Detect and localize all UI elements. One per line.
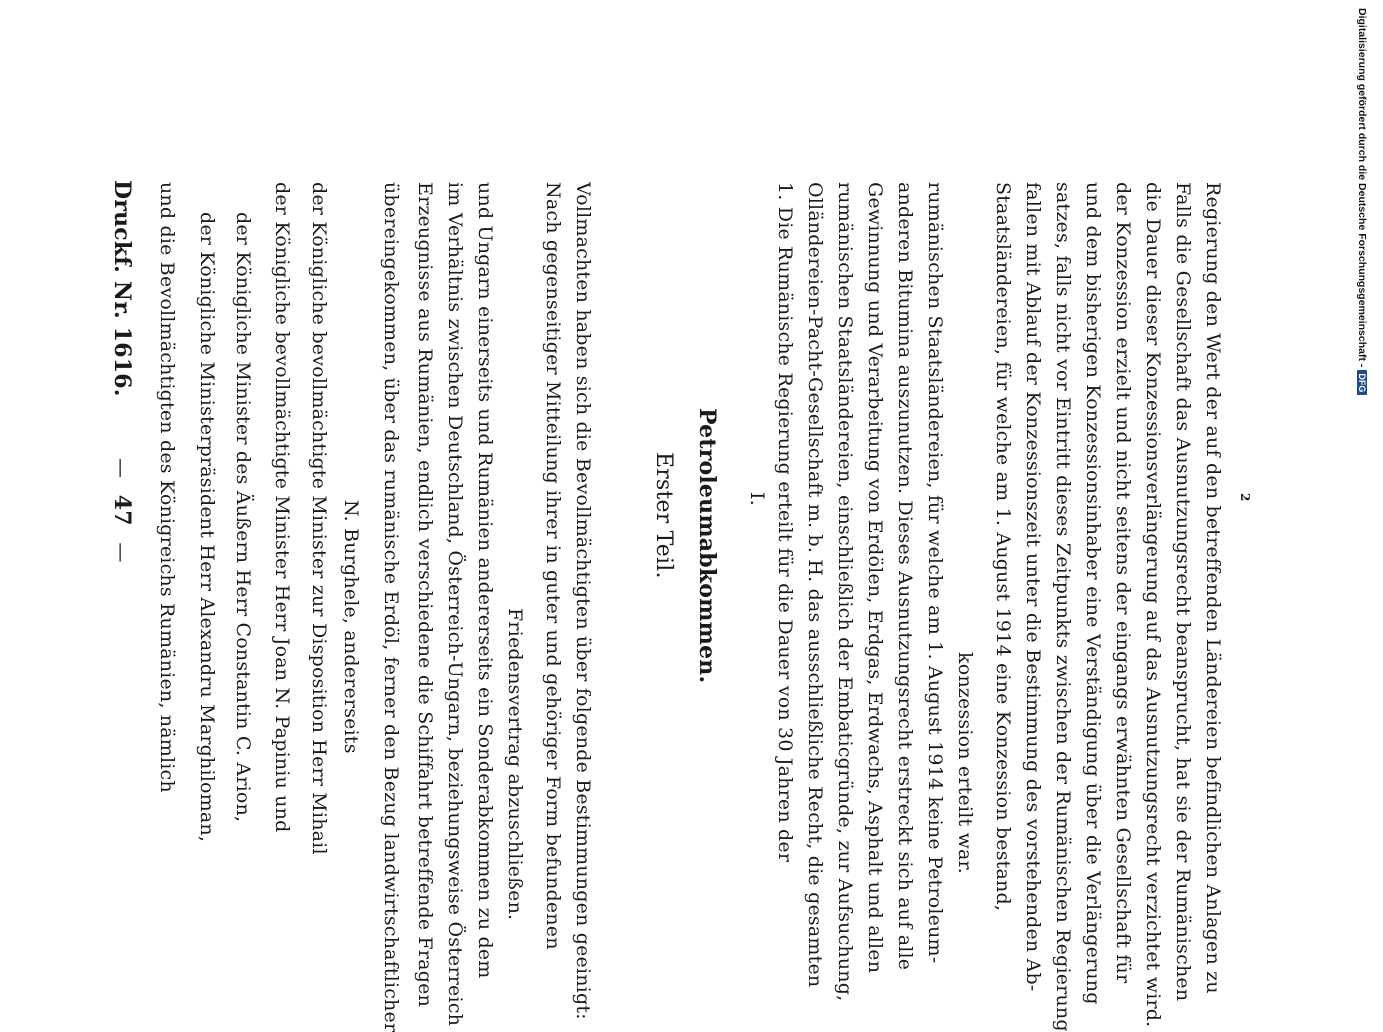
page-header (109, 180, 135, 700)
para2-line-1: Nach gegenseitiger Mitteilung ihrer in guter und gehöriger Form befundenen (542, 182, 564, 950)
art2-line-4: und dem bisherigen Konzessionsinhaber eine Verständigung über die Verlängerung (1082, 182, 1104, 1005)
dfg-logo: DFG (1357, 370, 1367, 395)
header-dash-left: — (110, 458, 134, 479)
roman-numeral: I. (746, 492, 768, 506)
art2-line-1: Staatsländereien, für welche am 1. August 1914 eine Konzession bestand, (992, 182, 1014, 912)
art2-line-6: die Dauer dieser Konzessionsverlängerung auf das Ausnutzungsrecht verzichtet wird. (1142, 182, 1164, 1028)
art2-line-2: fallen mit Ablauf der Konzessionszeit unter die Bestimmung des vorstehenden Ab- (1022, 182, 1044, 992)
art2-line-3: satzes, falls nicht vor Eintritt dieses Zeitpunkts zwischen der Rumänischen Regierung (1052, 182, 1074, 1032)
digitization-credit (1356, 8, 1368, 395)
art2-line-5: der Konzession erzielt und nicht seitens der eingangs erwähnten Gesellschaft für (1112, 182, 1134, 984)
intro-line-4: der Königliche bevollmächtigte Minister Herr Joan N. Papiniu und (271, 182, 293, 833)
part-title: Erster Teil. (651, 452, 676, 579)
credit-text: Digitalisierung gefördert durch die Deutsche Forschungsgemeinschaft - (1356, 8, 1368, 368)
para1-line-1: übereingekommen, über das rumänische Erdöl, ferner den Bezug landwirtschaftlicher (380, 182, 402, 1032)
art1-line-4: Gewinnung und Verarbeitung von Erdölen, Erdgas, Erdwachs, Asphalt und allen (864, 182, 886, 974)
para1-line-2: Erzeugnisse aus Rumänien, endlich verschiedene die Schiffahrt betreffende Fragen (414, 182, 436, 1007)
header-dash-right: — (110, 542, 134, 563)
art1-line-2: Olländereien-Pacht-Gesellschaft m. b. H. das ausschließliche Recht, die gesamten (804, 182, 826, 988)
page-number-group (109, 458, 135, 563)
para1-line-3: im Verhältnis zwischen Deutschland, Österreich-Ungarn, beziehungsweise Österreich (444, 182, 466, 1027)
para1-line-5: Friedensvertrag abzuschließen. (504, 608, 526, 921)
intro-line-6: N. Burghele, andererseits (340, 500, 362, 754)
art1-line-7: konzession erteilt war. (954, 652, 976, 874)
page-number: 47 (109, 494, 135, 526)
art2-line-8: Regierung den Wert der auf den betreffenden Ländereien befindlichen Anlagen zu (1202, 182, 1224, 994)
art1-line-6: rumänischen Staatsländereien, für welche am 1. August 1914 keine Petroleum- (924, 182, 946, 964)
intro-line-2: der Königliche Ministerpräsident Herr Alexandru Marghiloman, (196, 212, 218, 843)
intro-line-3: der Königliche Minister des Äußern Herr Constantin C. Arion, (232, 212, 254, 823)
art1-line-1: 1. Die Rumänische Regierung erteilt für die Dauer von 30 Jahren der (774, 182, 796, 863)
art1-line-3: rumänischen Staatsländereien, einschließlich der Embaticgründe, zur Aufsuchung, (834, 182, 856, 1002)
header-print-ref: Druckf. Nr. 1616. (109, 180, 135, 397)
intro-line-5: der Königliche bevollmächtigte Minister zur Disposition Herr Mihail (308, 182, 330, 855)
para1-line-4: und Ungarn einerseits und Rumänien andererseits ein Sonderabkommen zu dem (474, 182, 496, 979)
signature-mark: 2 (1238, 493, 1252, 502)
section-title: Petroleumabkommen. (694, 408, 720, 684)
intro-line-1: und die Bevollmächtigten des Königreichs Rumänien, nämlich (156, 182, 178, 793)
para2-line-2: Vollmachten haben sich die Bevollmächtigten über folgende Bestimmungen geeinigt: (572, 182, 594, 1020)
art2-line-7: Falls die Gesellschaft das Ausnutzungsrecht beansprucht, hat sie der Rumänischen (1172, 182, 1194, 1002)
art1-line-5: anderen Bitumina auszunutzen. Dieses Ausnutzungsrecht erstreckt sich auf alle (894, 182, 916, 971)
